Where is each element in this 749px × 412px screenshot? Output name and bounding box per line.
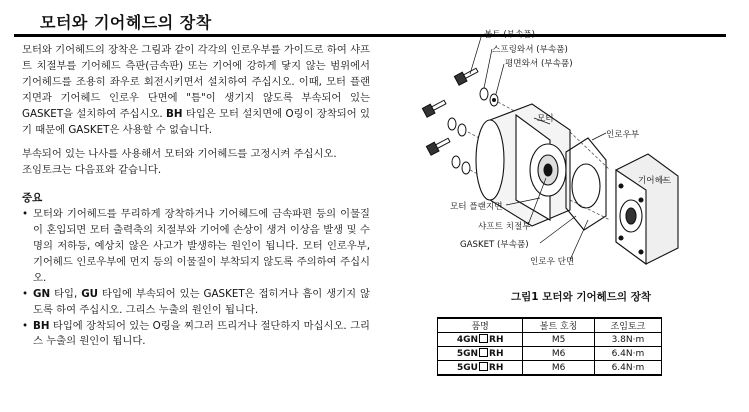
label-motor-flange: 모터 플랜지면 xyxy=(450,202,503,212)
label-bolt: 볼트 (부속품) xyxy=(484,30,535,40)
cell-bolt: M5 xyxy=(523,333,595,347)
label-shaft-teeth: 샤프트 치절부 xyxy=(478,222,531,232)
paragraph-text: 타입은 모터 설치면에 O링이 장착되어 있기 때문에 GASKET은 사용할 수 없습니다. xyxy=(22,107,370,136)
item-text: 타입에 부속되어 있는 GASKET은 접히거나 흠이 생기지 않도록 하여 주십시오. 그리스 누출의 원인이 됩니다. xyxy=(33,287,371,316)
item-text: 모터와 기어헤드를 무리하게 장착하거나 기어헤드에 금속파편 등의 이물질이 혼입되면 모터 출력축의 치절부와 기어에 손상이 생겨 이상음 발생 및 수명의 저하등, 예상치 않은 사고가 발생하는 원인이 됩니다. 모터 인로우부, 기어헤드 인로우부에 먼지 등의 이물질이 부착되지 않도록 주의하여 주십시오. xyxy=(33,208,370,284)
bold-type-code: BH xyxy=(166,107,183,120)
table-row xyxy=(438,347,662,361)
important-item xyxy=(22,287,370,319)
label-pilot-end: 인로우 단면 xyxy=(530,257,575,267)
bolt-icon xyxy=(422,66,479,156)
cell-model xyxy=(438,333,523,347)
bold-type-code: BH xyxy=(33,319,50,332)
label-motor: 모터 xyxy=(537,114,554,124)
bold-type-code: GN xyxy=(33,287,51,300)
table-header-row xyxy=(438,318,662,333)
assembly-diagram xyxy=(420,20,730,280)
gasket-part xyxy=(566,138,606,230)
cell-torque: 6.4N·m xyxy=(594,347,661,361)
table-row xyxy=(438,361,662,376)
instructions-column xyxy=(22,43,370,350)
header-bolt: 볼트 호칭 xyxy=(523,318,595,333)
label-gearhead: 기어헤드 xyxy=(638,176,672,186)
paragraph-text: 모터와 기어헤드의 장착은 그림과 같이 각각의 인로우부를 가이드로 하여 샤프트 치절부를 기어헤드 측판(금속판) 또는 기어에 강하게 닿지 않는 범위에서 기어헤드를 조용히 좌우로 회전시키면서 설치하여 주십시오. 이때, 모터 플랜지면과 기어헤드 인로우 단면에 "틈"이 생기지 않도록 부속되어 있는 GASKET을 설치하여 주십시오. xyxy=(22,44,370,120)
paragraph-installation xyxy=(22,43,370,138)
placeholder-box-icon xyxy=(479,362,488,371)
item-text: 타입에 장착되어 있는 O링을 찌그러 뜨리거나 절단하지 마십시오. 그리스 누출의 원인이 됩니다. xyxy=(33,319,370,348)
placeholder-box-icon xyxy=(479,334,488,343)
important-item xyxy=(22,207,370,287)
cell-torque: 6.4N·m xyxy=(594,361,661,376)
important-item xyxy=(22,319,370,351)
bold-type-code: GU xyxy=(81,287,99,300)
cell-model xyxy=(438,361,523,376)
item-text: 타입, xyxy=(50,287,82,300)
model-prefix: 4GN xyxy=(456,335,479,345)
label-gasket: GASKET (부속품) xyxy=(460,240,529,250)
cell-bolt: M6 xyxy=(523,347,595,361)
figure-caption: 그림1 모터와 기어헤드의 장착 xyxy=(511,291,651,303)
label-spring-washer: 스프링와셔 (부속품) xyxy=(492,45,568,55)
torque-table xyxy=(437,317,662,376)
section-title: 모터와 기어헤드의 장착 xyxy=(40,13,212,32)
label-pilot: 인로우부 xyxy=(606,130,640,140)
cell-bolt: M6 xyxy=(523,361,595,376)
label-flat-washer: 평면와셔 (부속품) xyxy=(505,59,573,69)
header-torque: 조임토크 xyxy=(594,318,661,333)
paragraph-torque: 조임토크는 다음표와 같습니다. xyxy=(22,164,162,177)
important-list xyxy=(22,207,370,350)
cell-torque: 3.8N·m xyxy=(594,333,661,347)
header-model: 품명 xyxy=(438,318,523,333)
model-suffix: RH xyxy=(489,335,504,345)
important-heading: 중요 xyxy=(22,192,43,205)
table-row xyxy=(438,333,662,347)
model-suffix: RH xyxy=(488,363,504,373)
placeholder-box-icon xyxy=(479,348,488,357)
gearhead-part xyxy=(616,154,678,264)
paragraph-screws: 부속되어 있는 나사를 사용해서 모터와 기어헤드를 고정시켜 주십시오. xyxy=(22,148,337,161)
model-prefix: 5GU xyxy=(456,363,478,373)
cell-model xyxy=(438,347,523,361)
model-suffix: RH xyxy=(489,349,504,359)
model-prefix: 5GN xyxy=(456,349,479,359)
